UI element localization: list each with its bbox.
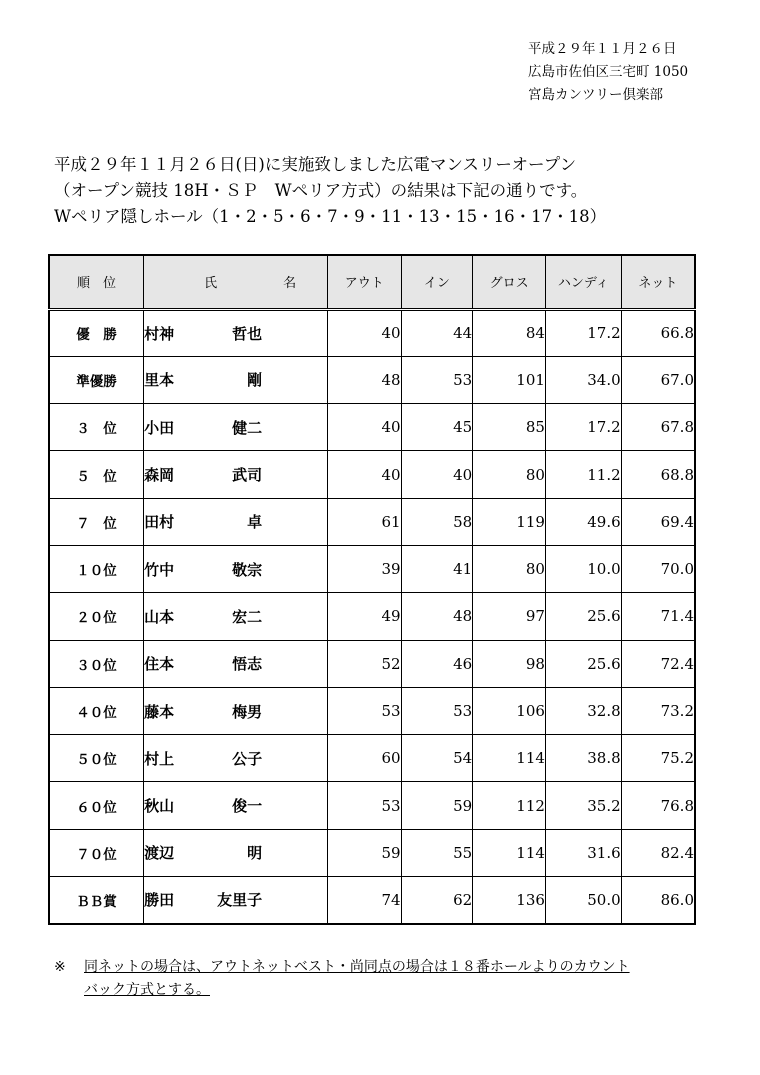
handicap-cell: 32.8 bbox=[545, 687, 621, 734]
given-name: 敬宗 bbox=[232, 560, 263, 579]
family-name: 山本 bbox=[144, 607, 175, 626]
club-address: 広島市佐伯区三宅町 1050 bbox=[528, 64, 689, 80]
rank-cell: ３ 位 bbox=[49, 404, 144, 451]
table-row bbox=[49, 687, 695, 734]
out-score-cell: 40 bbox=[327, 451, 401, 498]
in-score-cell: 55 bbox=[401, 829, 473, 876]
handicap-cell: 17.2 bbox=[545, 404, 621, 451]
handicap-cell: 38.8 bbox=[545, 735, 621, 782]
name-cell bbox=[144, 640, 328, 687]
name-cell bbox=[144, 404, 328, 451]
given-name: 明 bbox=[247, 844, 263, 863]
table-row bbox=[49, 309, 695, 356]
footnote-line-2: バック方式とする。 bbox=[84, 982, 210, 998]
name-cell bbox=[144, 735, 328, 782]
gross-score-cell: 84 bbox=[473, 309, 546, 356]
family-name: 勝田 bbox=[144, 891, 175, 910]
in-score-cell: 62 bbox=[401, 877, 473, 924]
out-score-cell: 39 bbox=[327, 545, 401, 592]
out-score-cell: 49 bbox=[327, 593, 401, 640]
given-name: 俊一 bbox=[232, 797, 263, 816]
in-score-cell: 58 bbox=[401, 498, 473, 545]
given-name: 卓 bbox=[247, 513, 263, 532]
given-name: 友里子 bbox=[217, 891, 263, 910]
gross-score-cell: 80 bbox=[473, 545, 546, 592]
out-score-cell: 61 bbox=[327, 498, 401, 545]
rank-cell: ３０位 bbox=[49, 640, 144, 687]
handicap-cell: 11.2 bbox=[545, 451, 621, 498]
family-name: 小田 bbox=[144, 418, 175, 437]
header-name-given: 名 bbox=[283, 276, 297, 292]
table-row bbox=[49, 451, 695, 498]
table-row bbox=[49, 593, 695, 640]
rank-cell: ６０位 bbox=[49, 782, 144, 829]
name-cell bbox=[144, 687, 328, 734]
handicap-cell: 34.0 bbox=[545, 356, 621, 403]
table-row bbox=[49, 640, 695, 687]
in-score-cell: 59 bbox=[401, 782, 473, 829]
rank-cell: 優 勝 bbox=[49, 309, 144, 356]
in-score-cell: 54 bbox=[401, 735, 473, 782]
name-cell bbox=[144, 829, 328, 876]
family-name: 森岡 bbox=[144, 466, 175, 485]
gross-score-cell: 97 bbox=[473, 593, 546, 640]
net-score-cell: 73.2 bbox=[621, 687, 695, 734]
header-handicap: ハンディ bbox=[545, 255, 621, 309]
rank-cell: ５０位 bbox=[49, 735, 144, 782]
out-score-cell: 52 bbox=[327, 640, 401, 687]
name-cell bbox=[144, 782, 328, 829]
header-rank: 順 位 bbox=[49, 255, 144, 309]
given-name: 公子 bbox=[232, 749, 263, 768]
gross-score-cell: 114 bbox=[473, 735, 546, 782]
given-name: 悟志 bbox=[232, 655, 263, 674]
gross-score-cell: 101 bbox=[473, 356, 546, 403]
rank-cell: ７ 位 bbox=[49, 498, 144, 545]
table-row bbox=[49, 404, 695, 451]
header-name-family: 氏 bbox=[204, 276, 218, 292]
footnote bbox=[54, 956, 630, 1002]
header-name bbox=[144, 255, 328, 309]
name-cell bbox=[144, 309, 328, 356]
name-cell bbox=[144, 593, 328, 640]
gross-score-cell: 80 bbox=[473, 451, 546, 498]
in-score-cell: 46 bbox=[401, 640, 473, 687]
given-name: 健二 bbox=[232, 418, 263, 437]
club-name: 宮島カンツリー倶楽部 bbox=[528, 87, 663, 103]
intro-text bbox=[54, 152, 606, 230]
header-in: イン bbox=[401, 255, 473, 309]
gross-score-cell: 114 bbox=[473, 829, 546, 876]
rank-cell: １０位 bbox=[49, 545, 144, 592]
net-score-cell: 82.4 bbox=[621, 829, 695, 876]
handicap-cell: 35.2 bbox=[545, 782, 621, 829]
family-name: 秋山 bbox=[144, 797, 175, 816]
net-score-cell: 69.4 bbox=[621, 498, 695, 545]
gross-score-cell: 106 bbox=[473, 687, 546, 734]
in-score-cell: 44 bbox=[401, 309, 473, 356]
net-score-cell: 67.0 bbox=[621, 356, 695, 403]
gross-score-cell: 85 bbox=[473, 404, 546, 451]
name-cell bbox=[144, 451, 328, 498]
handicap-cell: 25.6 bbox=[545, 593, 621, 640]
in-score-cell: 48 bbox=[401, 593, 473, 640]
family-name: 村上 bbox=[144, 749, 175, 768]
intro-line-3: Wペリア隠しホール（1・2・5・6・7・9・11・13・15・16・17・18） bbox=[54, 207, 607, 226]
gross-score-cell: 98 bbox=[473, 640, 546, 687]
net-score-cell: 86.0 bbox=[621, 877, 695, 924]
header-out: アウト bbox=[327, 255, 401, 309]
rank-cell: ＢＢ賞 bbox=[49, 877, 144, 924]
family-name: 藤本 bbox=[144, 702, 175, 721]
in-score-cell: 40 bbox=[401, 451, 473, 498]
document-date: 平成２９年１１月２６日 bbox=[528, 41, 677, 57]
handicap-cell: 50.0 bbox=[545, 877, 621, 924]
net-score-cell: 66.8 bbox=[621, 309, 695, 356]
family-name: 村神 bbox=[144, 324, 175, 343]
net-score-cell: 70.0 bbox=[621, 545, 695, 592]
in-score-cell: 53 bbox=[401, 687, 473, 734]
rank-cell: 準優勝 bbox=[49, 356, 144, 403]
gross-score-cell: 112 bbox=[473, 782, 546, 829]
family-name: 竹中 bbox=[144, 560, 175, 579]
in-score-cell: 53 bbox=[401, 356, 473, 403]
table-row bbox=[49, 877, 695, 924]
results-table bbox=[48, 254, 696, 925]
out-score-cell: 59 bbox=[327, 829, 401, 876]
table-row bbox=[49, 735, 695, 782]
out-score-cell: 40 bbox=[327, 404, 401, 451]
net-score-cell: 67.8 bbox=[621, 404, 695, 451]
in-score-cell: 41 bbox=[401, 545, 473, 592]
handicap-cell: 17.2 bbox=[545, 309, 621, 356]
out-score-cell: 48 bbox=[327, 356, 401, 403]
results-body bbox=[49, 309, 695, 924]
in-score-cell: 45 bbox=[401, 404, 473, 451]
table-header-row bbox=[49, 255, 695, 309]
table-row bbox=[49, 829, 695, 876]
out-score-cell: 53 bbox=[327, 687, 401, 734]
footnote-line-1: 同ネットの場合は、アウトネットベスト・尚同点の場合は１８番ホールよりのカウント bbox=[84, 959, 630, 975]
given-name: 武司 bbox=[232, 466, 263, 485]
header-gross: グロス bbox=[473, 255, 546, 309]
handicap-cell: 10.0 bbox=[545, 545, 621, 592]
out-score-cell: 40 bbox=[327, 309, 401, 356]
table-row bbox=[49, 545, 695, 592]
rank-cell: ７０位 bbox=[49, 829, 144, 876]
out-score-cell: 53 bbox=[327, 782, 401, 829]
rank-cell: ４０位 bbox=[49, 687, 144, 734]
given-name: 哲也 bbox=[232, 324, 263, 343]
given-name: 宏二 bbox=[232, 607, 263, 626]
table-row bbox=[49, 498, 695, 545]
name-cell bbox=[144, 498, 328, 545]
given-name: 梅男 bbox=[232, 702, 263, 721]
family-name: 渡辺 bbox=[144, 844, 175, 863]
name-cell bbox=[144, 356, 328, 403]
net-score-cell: 75.2 bbox=[621, 735, 695, 782]
document-header bbox=[528, 38, 688, 107]
gross-score-cell: 119 bbox=[473, 498, 546, 545]
family-name: 里本 bbox=[144, 371, 175, 390]
intro-line-2: （オープン競技 18H・ＳＰ Wペリア方式）の結果は下記の通りです。 bbox=[54, 181, 588, 200]
name-cell bbox=[144, 877, 328, 924]
rank-cell: ５ 位 bbox=[49, 451, 144, 498]
handicap-cell: 25.6 bbox=[545, 640, 621, 687]
rank-cell: ２０位 bbox=[49, 593, 144, 640]
family-name: 住本 bbox=[144, 655, 175, 674]
table-row bbox=[49, 356, 695, 403]
table-row bbox=[49, 782, 695, 829]
handicap-cell: 31.6 bbox=[545, 829, 621, 876]
handicap-cell: 49.6 bbox=[545, 498, 621, 545]
net-score-cell: 68.8 bbox=[621, 451, 695, 498]
net-score-cell: 71.4 bbox=[621, 593, 695, 640]
out-score-cell: 74 bbox=[327, 877, 401, 924]
given-name: 剛 bbox=[247, 371, 263, 390]
name-cell bbox=[144, 545, 328, 592]
net-score-cell: 72.4 bbox=[621, 640, 695, 687]
family-name: 田村 bbox=[144, 513, 175, 532]
gross-score-cell: 136 bbox=[473, 877, 546, 924]
net-score-cell: 76.8 bbox=[621, 782, 695, 829]
out-score-cell: 60 bbox=[327, 735, 401, 782]
footnote-mark: ※ bbox=[54, 959, 66, 975]
header-net: ネット bbox=[621, 255, 695, 309]
intro-line-1: 平成２９年１１月２６日(日)に実施致しました広電マンスリーオープン bbox=[54, 155, 577, 174]
